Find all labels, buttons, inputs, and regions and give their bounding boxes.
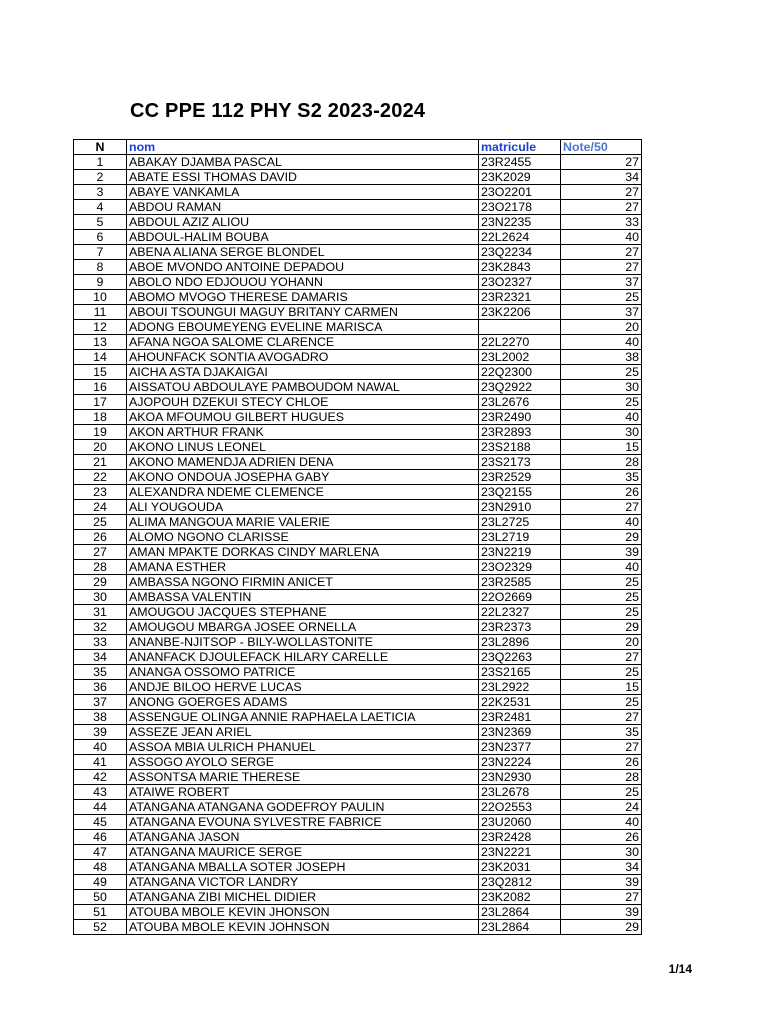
name-cell: ANANFACK DJOULEFACK HILARY CARELLE <box>127 650 479 665</box>
column-header-nom: nom <box>127 140 479 155</box>
note-cell: 26 <box>561 830 642 845</box>
matricule-cell: 23K2082 <box>479 890 561 905</box>
matricule-cell <box>479 320 561 335</box>
row-number-cell: 9 <box>74 275 127 290</box>
table-row <box>74 605 642 620</box>
row-number-cell: 7 <box>74 245 127 260</box>
table-header-row <box>74 140 642 155</box>
table-row <box>74 485 642 500</box>
name-cell: ABAKAY DJAMBA PASCAL <box>127 155 479 170</box>
note-cell: 29 <box>561 620 642 635</box>
note-cell: 40 <box>561 515 642 530</box>
row-number-cell: 13 <box>74 335 127 350</box>
note-cell: 40 <box>561 410 642 425</box>
matricule-cell: 23K2843 <box>479 260 561 275</box>
matricule-cell: 23K2029 <box>479 170 561 185</box>
row-number-cell: 32 <box>74 620 127 635</box>
note-cell: 37 <box>561 305 642 320</box>
table-row <box>74 455 642 470</box>
note-cell: 27 <box>561 740 642 755</box>
matricule-cell: 22L2327 <box>479 605 561 620</box>
name-cell: ATANGANA ATANGANA GODEFROY PAULIN <box>127 800 479 815</box>
note-cell: 26 <box>561 755 642 770</box>
row-number-cell: 12 <box>74 320 127 335</box>
note-cell: 29 <box>561 920 642 935</box>
note-cell: 27 <box>561 710 642 725</box>
matricule-cell: 23N2910 <box>479 500 561 515</box>
note-cell: 27 <box>561 890 642 905</box>
table-row <box>74 245 642 260</box>
matricule-cell: 23Q2234 <box>479 245 561 260</box>
note-cell: 25 <box>561 785 642 800</box>
name-cell: AMBASSA VALENTIN <box>127 590 479 605</box>
table-row <box>74 710 642 725</box>
matricule-cell: 22K2531 <box>479 695 561 710</box>
row-number-cell: 28 <box>74 560 127 575</box>
note-cell: 20 <box>561 320 642 335</box>
table-row <box>74 155 642 170</box>
note-cell: 26 <box>561 485 642 500</box>
name-cell: ATANGANA EVOUNA SYLVESTRE FABRICE <box>127 815 479 830</box>
note-cell: 28 <box>561 455 642 470</box>
row-number-cell: 33 <box>74 635 127 650</box>
table-row <box>74 725 642 740</box>
row-number-cell: 40 <box>74 740 127 755</box>
matricule-cell: 23O2201 <box>479 185 561 200</box>
column-header-note: Note/50 <box>561 140 642 155</box>
row-number-cell: 14 <box>74 350 127 365</box>
table-row <box>74 305 642 320</box>
row-number-cell: 48 <box>74 860 127 875</box>
matricule-cell: 22O2553 <box>479 800 561 815</box>
row-number-cell: 45 <box>74 815 127 830</box>
note-cell: 35 <box>561 725 642 740</box>
name-cell: AKONO MAMENDJA ADRIEN DENA <box>127 455 479 470</box>
row-number-cell: 21 <box>74 455 127 470</box>
matricule-cell: 23N2930 <box>479 770 561 785</box>
row-number-cell: 43 <box>74 785 127 800</box>
table-row <box>74 695 642 710</box>
note-cell: 24 <box>561 800 642 815</box>
note-cell: 27 <box>561 200 642 215</box>
matricule-cell: 23L2719 <box>479 530 561 545</box>
name-cell: ANONG GOERGES ADAMS <box>127 695 479 710</box>
row-number-cell: 20 <box>74 440 127 455</box>
table-row <box>74 275 642 290</box>
note-cell: 25 <box>561 695 642 710</box>
table-row <box>74 365 642 380</box>
note-cell: 34 <box>561 860 642 875</box>
row-number-cell: 30 <box>74 590 127 605</box>
matricule-cell: 23O2329 <box>479 560 561 575</box>
note-cell: 28 <box>561 770 642 785</box>
matricule-cell: 22O2669 <box>479 590 561 605</box>
table-row <box>74 905 642 920</box>
matricule-cell: 23K2206 <box>479 305 561 320</box>
row-number-cell: 39 <box>74 725 127 740</box>
name-cell: ASSENGUE OLINGA ANNIE RAPHAELA LAETICIA <box>127 710 479 725</box>
row-number-cell: 17 <box>74 395 127 410</box>
note-cell: 29 <box>561 530 642 545</box>
table-row <box>74 230 642 245</box>
note-cell: 15 <box>561 440 642 455</box>
row-number-cell: 44 <box>74 800 127 815</box>
row-number-cell: 29 <box>74 575 127 590</box>
name-cell: AMAN MPAKTE DORKAS CINDY MARLENA <box>127 545 479 560</box>
matricule-cell: 23R2321 <box>479 290 561 305</box>
row-number-cell: 47 <box>74 845 127 860</box>
row-number-cell: 38 <box>74 710 127 725</box>
note-cell: 39 <box>561 545 642 560</box>
matricule-cell: 23N2219 <box>479 545 561 560</box>
row-number-cell: 34 <box>74 650 127 665</box>
row-number-cell: 5 <box>74 215 127 230</box>
table-row <box>74 680 642 695</box>
note-cell: 15 <box>561 680 642 695</box>
table-row <box>74 380 642 395</box>
matricule-cell: 23L2864 <box>479 905 561 920</box>
row-number-cell: 27 <box>74 545 127 560</box>
table-row <box>74 290 642 305</box>
name-cell: ALIMA MANGOUA MARIE VALERIE <box>127 515 479 530</box>
table-row <box>74 185 642 200</box>
note-cell: 25 <box>561 590 642 605</box>
name-cell: ABOE MVONDO ANTOINE DEPADOU <box>127 260 479 275</box>
matricule-cell: 23L2896 <box>479 635 561 650</box>
matricule-cell: 23L2864 <box>479 920 561 935</box>
matricule-cell: 23L2002 <box>479 350 561 365</box>
note-cell: 25 <box>561 365 642 380</box>
table-row <box>74 350 642 365</box>
note-cell: 34 <box>561 170 642 185</box>
name-cell: AMBASSA NGONO FIRMIN ANICET <box>127 575 479 590</box>
row-number-cell: 19 <box>74 425 127 440</box>
table-row <box>74 560 642 575</box>
column-header-n: N <box>74 140 127 155</box>
note-cell: 25 <box>561 665 642 680</box>
row-number-cell: 36 <box>74 680 127 695</box>
name-cell: ATANGANA MBALLA SOTER JOSEPH <box>127 860 479 875</box>
note-cell: 40 <box>561 230 642 245</box>
name-cell: ASSEZE JEAN ARIEL <box>127 725 479 740</box>
matricule-cell: 23N2235 <box>479 215 561 230</box>
name-cell: ATANGANA VICTOR LANDRY <box>127 875 479 890</box>
note-cell: 40 <box>561 335 642 350</box>
table-row <box>74 635 642 650</box>
row-number-cell: 25 <box>74 515 127 530</box>
note-cell: 39 <box>561 875 642 890</box>
table-row <box>74 590 642 605</box>
note-cell: 33 <box>561 215 642 230</box>
name-cell: ATOUBA MBOLE KEVIN JHONSON <box>127 905 479 920</box>
row-number-cell: 22 <box>74 470 127 485</box>
name-cell: ABOMO MVOGO THERESE DAMARIS <box>127 290 479 305</box>
note-cell: 30 <box>561 380 642 395</box>
matricule-cell: 23S2165 <box>479 665 561 680</box>
name-cell: ANDJE BILOO HERVE LUCAS <box>127 680 479 695</box>
table-row <box>74 650 642 665</box>
name-cell: AFANA NGOA SALOME CLARENCE <box>127 335 479 350</box>
name-cell: ABENA ALIANA SERGE BLONDEL <box>127 245 479 260</box>
name-cell: ATANGANA ZIBI MICHEL DIDIER <box>127 890 479 905</box>
matricule-cell: 23Q2155 <box>479 485 561 500</box>
note-cell: 25 <box>561 575 642 590</box>
matricule-cell: 23R2373 <box>479 620 561 635</box>
matricule-cell: 23Q2812 <box>479 875 561 890</box>
matricule-cell: 22Q2300 <box>479 365 561 380</box>
name-cell: ATANGANA JASON <box>127 830 479 845</box>
matricule-cell: 23Q2263 <box>479 650 561 665</box>
table-row <box>74 395 642 410</box>
name-cell: AHOUNFACK SONTIA AVOGADRO <box>127 350 479 365</box>
matricule-cell: 23R2490 <box>479 410 561 425</box>
table-row <box>74 425 642 440</box>
row-number-cell: 15 <box>74 365 127 380</box>
matricule-cell: 23N2369 <box>479 725 561 740</box>
grades-table <box>73 139 642 935</box>
matricule-cell: 23N2377 <box>479 740 561 755</box>
table-row <box>74 575 642 590</box>
matricule-cell: 23R2585 <box>479 575 561 590</box>
matricule-cell: 23L2676 <box>479 395 561 410</box>
name-cell: ALOMO NGONO CLARISSE <box>127 530 479 545</box>
table-row <box>74 620 642 635</box>
table-row <box>74 410 642 425</box>
matricule-cell: 23K2031 <box>479 860 561 875</box>
name-cell: ABATE ESSI THOMAS DAVID <box>127 170 479 185</box>
table-row <box>74 800 642 815</box>
name-cell: AICHA ASTA DJAKAIGAI <box>127 365 479 380</box>
name-cell: AMOUGOU MBARGA JOSEE ORNELLA <box>127 620 479 635</box>
row-number-cell: 46 <box>74 830 127 845</box>
table-row <box>74 260 642 275</box>
matricule-cell: 23L2725 <box>479 515 561 530</box>
note-cell: 40 <box>561 815 642 830</box>
name-cell: ATAIWE ROBERT <box>127 785 479 800</box>
table-row <box>74 530 642 545</box>
note-cell: 27 <box>561 260 642 275</box>
matricule-cell: 23R2428 <box>479 830 561 845</box>
note-cell: 38 <box>561 350 642 365</box>
name-cell: AMANA ESTHER <box>127 560 479 575</box>
name-cell: ABDOUL AZIZ ALIOU <box>127 215 479 230</box>
table-row <box>74 875 642 890</box>
name-cell: ABDOU RAMAN <box>127 200 479 215</box>
note-cell: 37 <box>561 275 642 290</box>
table-row <box>74 830 642 845</box>
table-row <box>74 200 642 215</box>
document-title: CC PPE 112 PHY S2 2023-2024 <box>130 100 426 122</box>
table-row <box>74 770 642 785</box>
name-cell: ABDOUL-HALIM BOUBA <box>127 230 479 245</box>
matricule-cell: 23N2224 <box>479 755 561 770</box>
row-number-cell: 1 <box>74 155 127 170</box>
row-number-cell: 10 <box>74 290 127 305</box>
row-number-cell: 18 <box>74 410 127 425</box>
matricule-cell: 23R2529 <box>479 470 561 485</box>
row-number-cell: 8 <box>74 260 127 275</box>
row-number-cell: 51 <box>74 905 127 920</box>
table-row <box>74 815 642 830</box>
matricule-cell: 23S2188 <box>479 440 561 455</box>
column-header-matricule: matricule <box>479 140 561 155</box>
name-cell: AKONO LINUS LEONEL <box>127 440 479 455</box>
name-cell: ADONG EBOUMEYENG EVELINE MARISCA <box>127 320 479 335</box>
matricule-cell: 23N2221 <box>479 845 561 860</box>
name-cell: AMOUGOU JACQUES STEPHANE <box>127 605 479 620</box>
name-cell: ANANBE-NJITSOP - BILY-WOLLASTONITE <box>127 635 479 650</box>
name-cell: ASSONTSA MARIE THERESE <box>127 770 479 785</box>
name-cell: ATOUBA MBOLE KEVIN JOHNSON <box>127 920 479 935</box>
name-cell: AKOA MFOUMOU GILBERT HUGUES <box>127 410 479 425</box>
row-number-cell: 35 <box>74 665 127 680</box>
note-cell: 30 <box>561 425 642 440</box>
name-cell: AJOPOUH DZEKUI STECY CHLOE <box>127 395 479 410</box>
matricule-cell: 23L2678 <box>479 785 561 800</box>
name-cell: AISSATOU ABDOULAYE PAMBOUDOM NAWAL <box>127 380 479 395</box>
table-row <box>74 470 642 485</box>
note-cell: 27 <box>561 500 642 515</box>
table-row <box>74 545 642 560</box>
row-number-cell: 4 <box>74 200 127 215</box>
note-cell: 25 <box>561 290 642 305</box>
table-row <box>74 170 642 185</box>
note-cell: 30 <box>561 845 642 860</box>
row-number-cell: 31 <box>74 605 127 620</box>
name-cell: ANANGA OSSOMO PATRICE <box>127 665 479 680</box>
row-number-cell: 16 <box>74 380 127 395</box>
note-cell: 25 <box>561 605 642 620</box>
table-row <box>74 335 642 350</box>
name-cell: ASSOGO AYOLO SERGE <box>127 755 479 770</box>
table-row <box>74 665 642 680</box>
matricule-cell: 23R2893 <box>479 425 561 440</box>
name-cell: ASSOA MBIA ULRICH PHANUEL <box>127 740 479 755</box>
row-number-cell: 42 <box>74 770 127 785</box>
note-cell: 35 <box>561 470 642 485</box>
row-number-cell: 41 <box>74 755 127 770</box>
note-cell: 27 <box>561 650 642 665</box>
matricule-cell: 23R2455 <box>479 155 561 170</box>
table-row <box>74 515 642 530</box>
table-row <box>74 785 642 800</box>
matricule-cell: 23Q2922 <box>479 380 561 395</box>
note-cell: 39 <box>561 905 642 920</box>
name-cell: ABOLO NDO EDJOUOU YOHANN <box>127 275 479 290</box>
row-number-cell: 49 <box>74 875 127 890</box>
matricule-cell: 23R2481 <box>479 710 561 725</box>
table-row <box>74 845 642 860</box>
name-cell: ALI YOUGOUDA <box>127 500 479 515</box>
row-number-cell: 23 <box>74 485 127 500</box>
table-row <box>74 890 642 905</box>
matricule-cell: 23U2060 <box>479 815 561 830</box>
row-number-cell: 50 <box>74 890 127 905</box>
name-cell: ABOUI TSOUNGUI MAGUY BRITANY CARMEN <box>127 305 479 320</box>
note-cell: 20 <box>561 635 642 650</box>
page-number: 1/14 <box>668 962 692 976</box>
matricule-cell: 22L2270 <box>479 335 561 350</box>
table-row <box>74 755 642 770</box>
name-cell: AKONO ONDOUA JOSEPHA GABY <box>127 470 479 485</box>
row-number-cell: 52 <box>74 920 127 935</box>
table-row <box>74 860 642 875</box>
name-cell: AKON ARTHUR FRANK <box>127 425 479 440</box>
table-row <box>74 440 642 455</box>
name-cell: ALEXANDRA NDEME CLEMENCE <box>127 485 479 500</box>
note-cell: 27 <box>561 185 642 200</box>
row-number-cell: 6 <box>74 230 127 245</box>
row-number-cell: 11 <box>74 305 127 320</box>
matricule-cell: 22L2624 <box>479 230 561 245</box>
note-cell: 40 <box>561 560 642 575</box>
row-number-cell: 26 <box>74 530 127 545</box>
table-row <box>74 320 642 335</box>
table-row <box>74 500 642 515</box>
note-cell: 27 <box>561 155 642 170</box>
row-number-cell: 24 <box>74 500 127 515</box>
grades-table-body <box>74 155 642 935</box>
row-number-cell: 37 <box>74 695 127 710</box>
note-cell: 25 <box>561 395 642 410</box>
name-cell: ATANGANA MAURICE SERGE <box>127 845 479 860</box>
row-number-cell: 3 <box>74 185 127 200</box>
note-cell: 27 <box>561 245 642 260</box>
row-number-cell: 2 <box>74 170 127 185</box>
matricule-cell: 23L2922 <box>479 680 561 695</box>
matricule-cell: 23O2178 <box>479 200 561 215</box>
matricule-cell: 23O2327 <box>479 275 561 290</box>
matricule-cell: 23S2173 <box>479 455 561 470</box>
table-row <box>74 920 642 935</box>
table-row <box>74 740 642 755</box>
table-row <box>74 215 642 230</box>
name-cell: ABAYE VANKAMLA <box>127 185 479 200</box>
